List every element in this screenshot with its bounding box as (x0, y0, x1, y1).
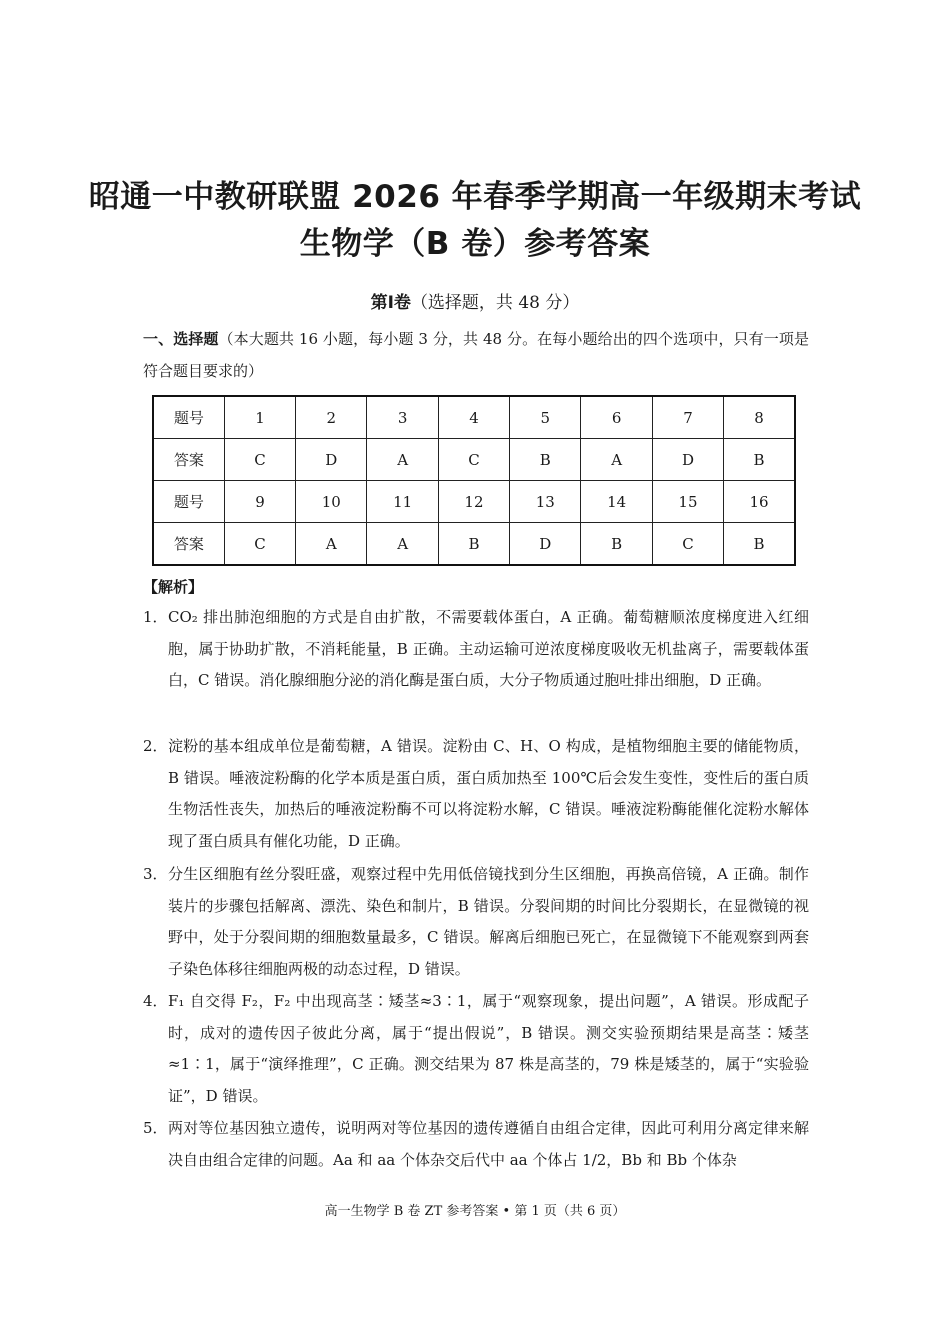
item-number: 3． (143, 865, 168, 883)
item-text: F₁ 自交得 F₂，F₂ 中出现高茎∶矮茎≈3∶1，属于“观察现象，提出问题”，A 错误。形成配子时，成对的遗传因子彼此分离，属于“提出假说”，B 错误。测交实验预期结果是高茎∶矮茎≈1∶1，属于“演绎推理”，C 正确。测交结果为 87 株是高茎的，79 株是矮茎的，属于“实验验证”，D 错误。 (168, 992, 809, 1105)
analysis-item (143, 1113, 809, 1176)
table-cell: 16 (724, 481, 795, 523)
table-cell: 1 (224, 396, 295, 439)
answer-table (152, 395, 796, 566)
table-cell: 题号 (153, 481, 224, 523)
table-cell: C (438, 439, 509, 481)
table-cell: C (224, 439, 295, 481)
table-cell: 答案 (153, 523, 224, 566)
item-text: 淀粉的基本组成单位是葡萄糖，A 错误。淀粉由 C、H、O 构成，是植物细胞主要的储能物质，B 错误。唾液淀粉酶的化学本质是蛋白质，蛋白质加热至 100℃后会发生变性，变性后的蛋白质生物活性丧失，加热后的唾液淀粉酶不可以将淀粉水解，C 错误。唾液淀粉酶能催化淀粉水解体现了蛋白质具有催化功能，D 正确。 (168, 737, 809, 850)
table-cell: D (296, 439, 367, 481)
table-cell: A (367, 439, 438, 481)
analysis-item (143, 986, 809, 1112)
table-cell: 6 (581, 396, 652, 439)
table-cell: A (296, 523, 367, 566)
section-instructions: （本大题共 16 小题，每小题 3 分，共 48 分。在每小题给出的四个选项中，只有一项是符合题目要求的） (143, 330, 809, 380)
table-cell: B (724, 523, 795, 566)
table-cell: 7 (652, 396, 723, 439)
table-row (153, 523, 795, 566)
page-footer: 高一生物学 B 卷 ZT 参考答案 • 第 1 页（共 6 页） (324, 1204, 626, 1219)
item-text: CO₂ 排出肺泡细胞的方式是自由扩散，不需要载体蛋白，A 正确。葡萄糖顺浓度梯度进入红细胞，属于协助扩散，不消耗能量，B 正确。主动运输可逆浓度梯度吸收无机盐离子，需要载体蛋白，C 错误。消化腺细胞分泌的消化酶是蛋白质，大分子物质通过胞吐排出细胞，D 正确。 (168, 608, 809, 689)
table-row (153, 396, 795, 439)
analysis-heading: 【解析】 (143, 578, 204, 596)
section-title: 一、选择题 (143, 330, 219, 348)
table-row (153, 439, 795, 481)
table-cell: 13 (510, 481, 581, 523)
table-cell: C (224, 523, 295, 566)
item-number: 2． (143, 737, 168, 755)
table-cell: 11 (367, 481, 438, 523)
section-heading (143, 323, 809, 387)
item-number: 4． (143, 992, 168, 1010)
analysis-item (143, 602, 809, 697)
table-cell: 5 (510, 396, 581, 439)
volume-note: （选择题，共 48 分） (410, 293, 580, 313)
table-cell: C (652, 523, 723, 566)
document-title: 昭通一中教研联盟 2026 年春季学期高一年级期末考试 (88, 179, 862, 215)
table-cell: 3 (367, 396, 438, 439)
table-cell: 8 (724, 396, 795, 439)
table-cell: 14 (581, 481, 652, 523)
table-cell: B (510, 439, 581, 481)
item-number: 5． (143, 1119, 168, 1137)
table-cell: 12 (438, 481, 509, 523)
document-subtitle: 生物学（B 卷）参考答案 (299, 226, 651, 262)
item-text: 两对等位基因独立遗传，说明两对等位基因的遗传遵循自由组合定律，因此可利用分离定律来解决自由组合定律的问题。Aa 和 aa 个体杂交后代中 aa 个体占 1/2，Bb 和 Bb 个体杂 (168, 1119, 809, 1169)
item-text: 分生区细胞有丝分裂旺盛，观察过程中先用低倍镜找到分生区细胞，再换高倍镜，A 正确。制作装片的步骤包括解离、漂洗、染色和制片，B 错误。分裂间期的时间比分裂期长，在显微镜的视野中，处于分裂间期的细胞数量最多，C 错误。解离后细胞已死亡，在显微镜下不能观察到两套子染色体移往细胞两极的动态过程，D 错误。 (168, 865, 809, 978)
table-cell: D (510, 523, 581, 566)
table-cell: B (438, 523, 509, 566)
analysis-item (143, 731, 809, 857)
item-number: 1． (143, 608, 168, 626)
volume-heading (0, 288, 950, 313)
table-cell: B (581, 523, 652, 566)
table-cell: 答案 (153, 439, 224, 481)
table-cell: 题号 (153, 396, 224, 439)
analysis-item (143, 859, 809, 985)
table-cell: 15 (652, 481, 723, 523)
table-cell: 10 (296, 481, 367, 523)
table-row (153, 481, 795, 523)
table-cell: A (581, 439, 652, 481)
volume-label: 第Ⅰ卷 (370, 293, 411, 313)
table-cell: 4 (438, 396, 509, 439)
table-cell: 2 (296, 396, 367, 439)
table-cell: D (652, 439, 723, 481)
table-cell: A (367, 523, 438, 566)
table-cell: 9 (224, 481, 295, 523)
table-cell: B (724, 439, 795, 481)
